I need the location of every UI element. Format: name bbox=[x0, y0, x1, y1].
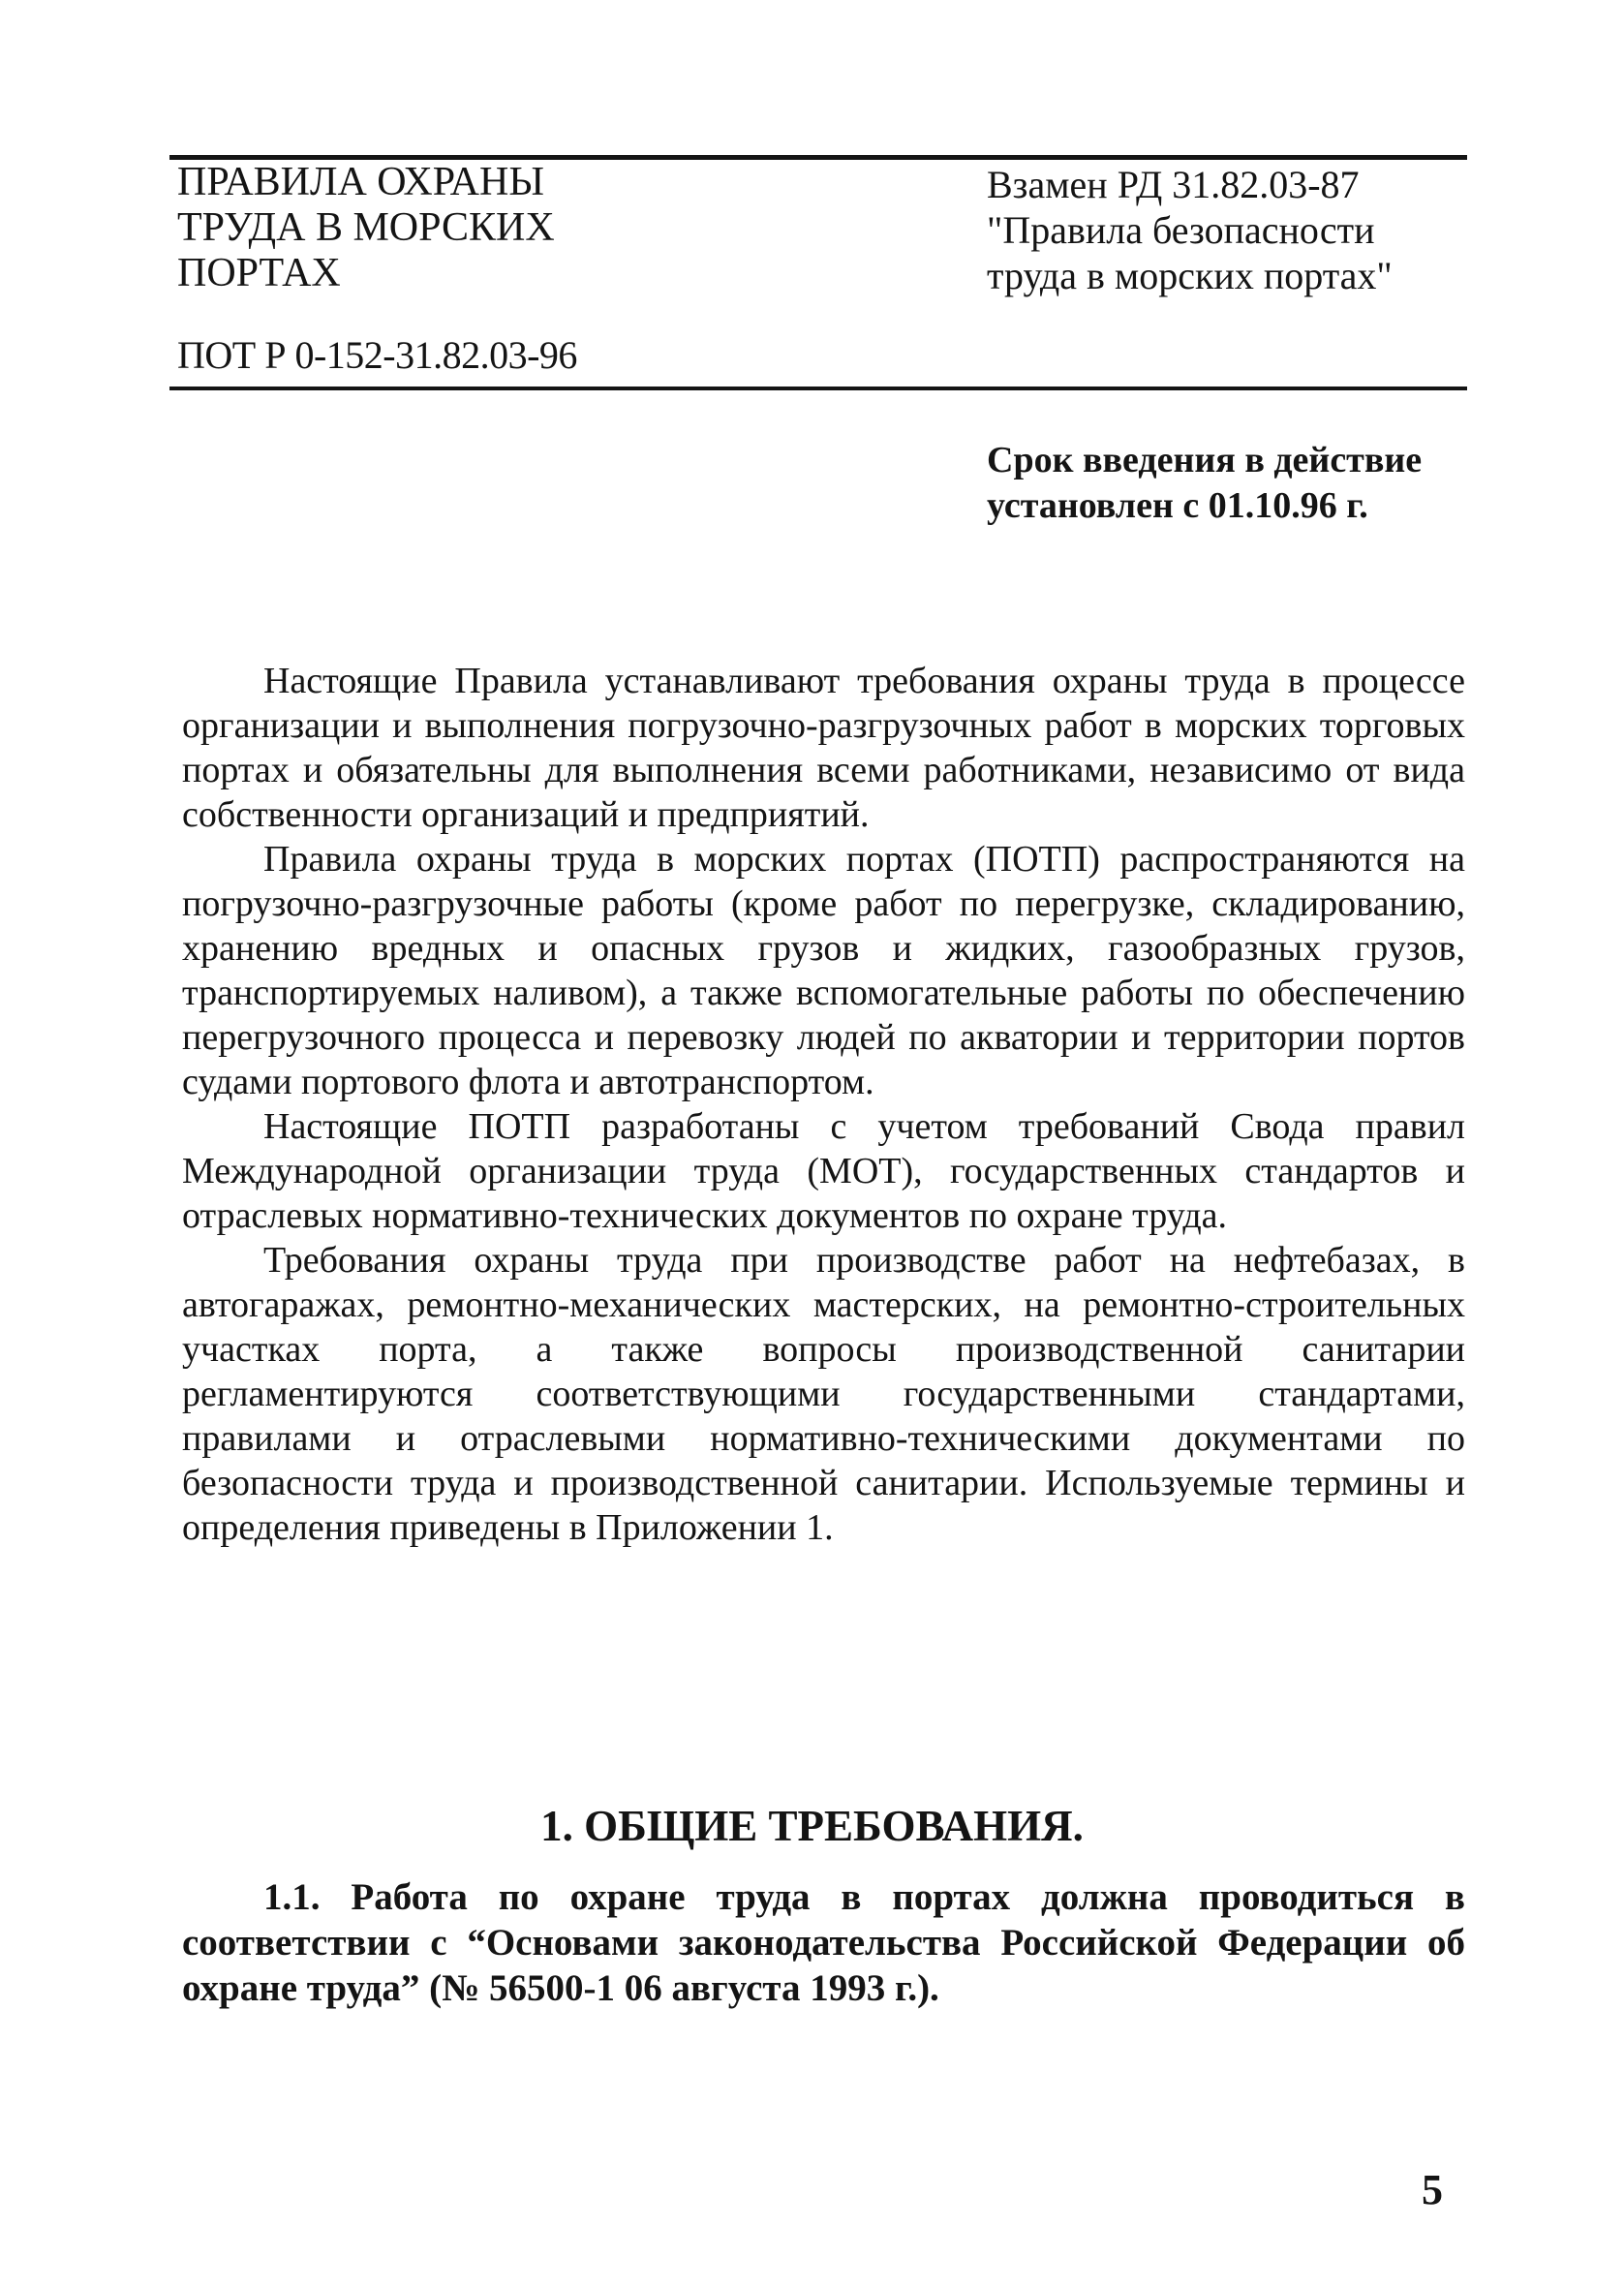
introduction bbox=[182, 659, 1465, 1550]
section-body bbox=[182, 1874, 1465, 2011]
intro-paragraph: Правила охраны труда в морских портах (ПОТП) распространяются на погрузочно-разгрузочные работы (кроме работ по перегрузке, складированию, хранению вредных и опасных грузов и жидких, газообразных грузов, транспортируемых наливом), а также вспомогательные работы по обеспечению перегрузочного процесса и перевозку людей по акватории и территории портов судами портового флота и автотранспортом. bbox=[182, 839, 1465, 1102]
effective-date-note bbox=[987, 438, 1471, 529]
title-line: ПРАВИЛА ОХРАНЫ bbox=[177, 160, 544, 204]
effective-line: Срок введения в действие bbox=[987, 440, 1423, 480]
intro-paragraph: Требования охраны труда при производстве работ на нефтебазах, в автогаражах, ремонтно-механических мастерских, на ремонтно-строительных участках порта, а также вопросы производственной санитарии регламентируются соответствующими государственными стандартами, правилами и отраслевыми нормативно-техническими документами по безопасности труда и производственной санитарии. Используемые термины и определения приведены в Приложении 1. bbox=[182, 1240, 1465, 1548]
replaces-note bbox=[987, 162, 1471, 298]
title-line: ПОРТАХ bbox=[177, 251, 341, 295]
intro-paragraph: Настоящие Правила устанавливают требования охраны труда в процессе организации и выполнения погрузочно-разгрузочных работ в морских торговых портах и обязательны для выполнения всеми работниками, независимо от вида собственности организаций и предприятий. bbox=[182, 661, 1465, 835]
section-heading: 1. ОБЩИЕ ТРЕБОВАНИЯ. bbox=[540, 1802, 1084, 1850]
document-title bbox=[177, 160, 720, 296]
document-code: ПОТ Р 0-152-31.82.03-96 bbox=[177, 333, 577, 377]
replaces-line: труда в морских портах" bbox=[987, 254, 1393, 297]
middle-rule bbox=[169, 387, 1467, 390]
replaces-line: Взамен РД 31.82.03-87 bbox=[987, 163, 1360, 206]
effective-line: установлен с 01.10.96 г. bbox=[987, 485, 1368, 526]
title-line: ТРУДА В МОРСКИХ bbox=[177, 205, 555, 250]
page-number: 5 bbox=[1422, 2166, 1443, 2213]
section-paragraph: 1.1. Работа по охране труда в портах должна проводиться в соответствии с “Основами законодательства Российской Федерации об охране труда” (№ 56500-1 06 августа 1993 г.). bbox=[182, 1876, 1465, 2009]
intro-paragraph: Настоящие ПОТП разработаны с учетом требований Свода правил Международной организации труда (МОТ), государственных стандартов и отраслевых нормативно-технических документов по охране труда. bbox=[182, 1106, 1465, 1236]
replaces-line: "Правила безопасности bbox=[987, 208, 1375, 252]
